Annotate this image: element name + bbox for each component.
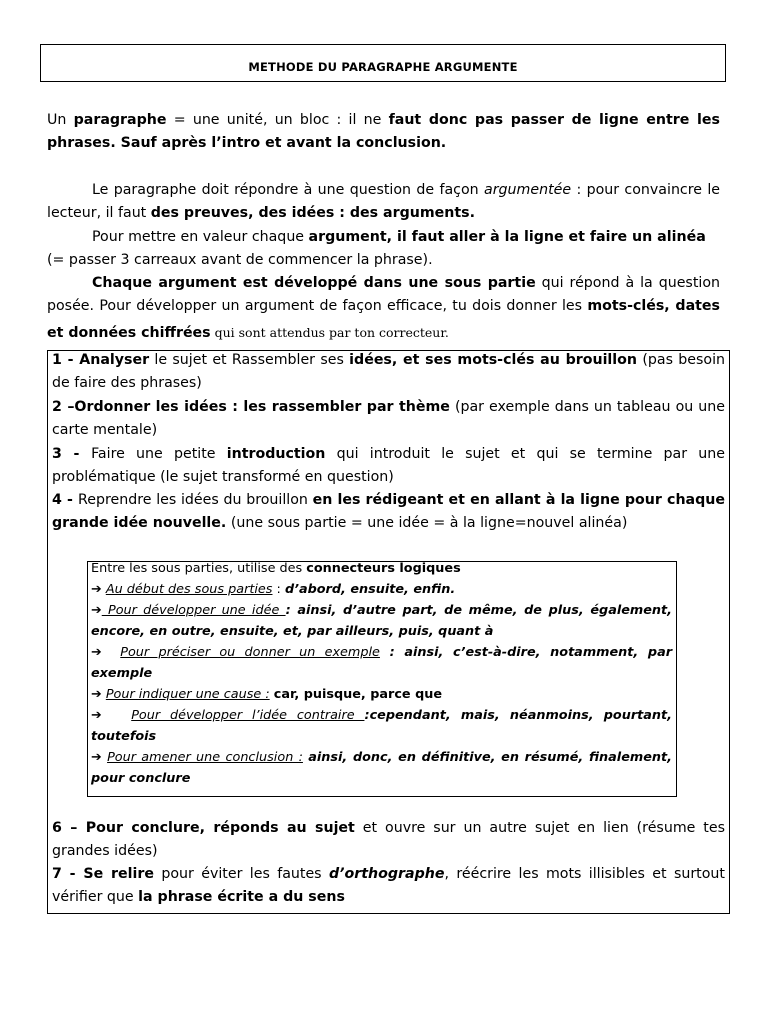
- connector-label: Pour développer une idée: [101, 603, 286, 618]
- text: Reprendre les idées du brouillon: [78, 492, 313, 508]
- text: Pour mettre en valeur chaque: [92, 229, 309, 245]
- text: vérifier que: [52, 889, 139, 905]
- text-bold: et données chiffrées: [47, 325, 211, 341]
- text-bold: argument, il faut aller à la ligne et faire un alinéa: [308, 229, 706, 245]
- intro-line-2: [47, 132, 720, 155]
- connector-contrary-line-2: [91, 726, 672, 747]
- text: Entre les sous parties, utilise des: [91, 561, 307, 576]
- text: :: [285, 603, 298, 618]
- text: :: [272, 582, 285, 597]
- step-4-line-1: [52, 489, 725, 512]
- connector-words: pour conclure: [91, 771, 191, 786]
- step-6-line-2: [52, 840, 725, 863]
- connector-label: Pour préciser ou donner un exemple: [120, 645, 380, 660]
- connector-conclusion-line-1: [91, 747, 672, 768]
- text-bold: paragraphe: [73, 112, 167, 128]
- text: et ouvre sur un autre sujet en lien (résume tes: [354, 820, 725, 836]
- text: :: [379, 645, 405, 660]
- connector-cause: [91, 684, 672, 705]
- step-3-line-1: [52, 443, 725, 466]
- text: : pour convaincre le: [571, 182, 721, 198]
- p1-line-1: [47, 179, 720, 202]
- p3-line-1: [47, 272, 720, 295]
- connector-words: car, puisque, parce que: [273, 687, 443, 702]
- text-bold: la phrase écrite a du sens: [138, 889, 345, 905]
- connector-words: d’abord, ensuite, enfin.: [284, 582, 456, 597]
- text: = une unité, un bloc : il ne: [166, 112, 389, 128]
- text-bold: 4 -: [52, 492, 79, 508]
- text-bold: 7 - Se relire: [52, 866, 154, 882]
- text: qui introduit le sujet et qui se termine par une: [325, 446, 726, 462]
- text-bold: 6 – Pour conclure, réponds au sujet: [52, 820, 355, 836]
- connector-develop-line-1: [91, 600, 672, 621]
- connector-label: Pour développer l’idée contraire: [131, 708, 365, 723]
- text-bold: grande idée nouvelle.: [52, 515, 227, 531]
- connector-words: toutefois: [91, 729, 157, 744]
- arrow-icon: ➔: [91, 687, 102, 702]
- connector-words: ainsi, c’est-à-dire, notamment, par: [404, 645, 673, 660]
- text: grandes idées): [52, 843, 158, 859]
- p2-line-2: [47, 249, 720, 272]
- connectors-heading: [91, 558, 672, 579]
- step-7-line-1: [52, 863, 725, 886]
- connector-conclusion-line-2: [91, 768, 672, 789]
- text-italic: argumentée: [484, 182, 572, 198]
- text-bold: faut donc pas passer de ligne entre les: [388, 112, 720, 128]
- text: Un: [47, 112, 74, 128]
- p3-line-2: [47, 295, 720, 318]
- p3-line-3: [47, 321, 720, 345]
- step-1-line-1: [52, 349, 725, 372]
- text: Faire une petite: [91, 446, 227, 462]
- arrow-icon: ➔: [91, 582, 102, 597]
- arrow-icon: ➔: [91, 645, 102, 660]
- arrow-icon: ➔: [91, 750, 102, 765]
- step-6-line-1: [52, 817, 725, 840]
- connector-label: Pour indiquer une cause :: [105, 687, 270, 702]
- text-bold: 1 - Analyser: [52, 352, 150, 368]
- text: (par exemple dans un tableau ou une: [449, 399, 725, 415]
- connector-words: ainsi, donc, en définitive, en résumé, finalement,: [308, 750, 672, 765]
- text: qui répond à la question: [535, 275, 720, 291]
- connectors-box: [87, 561, 677, 797]
- connector-example-line-2: [91, 663, 672, 684]
- connector-contrary-line-1: [91, 705, 672, 726]
- text-bold: introduction: [226, 446, 326, 462]
- text: :: [364, 708, 370, 723]
- text-bold: 2 –Ordonner les idées : les rassembler par thème: [52, 399, 450, 415]
- text: , réécrire les mots illisibles et surtout: [444, 866, 725, 882]
- text: problématique (le sujet transformé en question): [52, 469, 394, 485]
- text: lecteur, il faut: [47, 205, 151, 221]
- connector-words: cependant, mais, néanmoins, pourtant,: [369, 708, 672, 723]
- step-2-line-2: [52, 419, 725, 442]
- connector-develop-line-2: [91, 621, 672, 642]
- step-7-line-2: [52, 886, 725, 909]
- connector-words: encore, en outre, ensuite, et, par ailleurs, puis, quant à: [91, 624, 494, 639]
- text-bold: des preuves, des idées : des arguments.: [150, 205, 475, 221]
- text-bold: Chaque argument est développé dans une sous partie: [92, 275, 536, 291]
- p1-line-2: [47, 202, 720, 225]
- text: pour éviter les fautes: [153, 866, 329, 882]
- page-title: METHODE DU PARAGRAPHE ARGUMENTE: [248, 60, 518, 74]
- text-bold: en les rédigeant et en allant à la ligne pour chaque: [312, 492, 725, 508]
- step-4-line-2: [52, 512, 725, 535]
- intro-line-1: [47, 109, 720, 132]
- text-bold: mots-clés, dates: [587, 298, 720, 314]
- p2-line-1: [47, 226, 720, 249]
- connector-words: exemple: [91, 666, 153, 681]
- text: (pas besoin: [637, 352, 726, 368]
- connector-beginning: [91, 579, 672, 600]
- text: (= passer 3 carreaux avant de commencer la phrase).: [47, 252, 433, 268]
- connector-label: Au début des sous parties: [105, 582, 273, 597]
- step-3-line-2: [52, 466, 725, 489]
- connector-label: Pour amener une conclusion :: [107, 750, 303, 765]
- text: le sujet et Rassembler ses: [149, 352, 350, 368]
- text-bold: connecteurs logiques: [306, 561, 461, 576]
- text-bold: phrases. Sauf après l’intro et avant la conclusion.: [47, 135, 447, 151]
- step-1-line-2: [52, 372, 725, 395]
- connector-example-line-1: [91, 642, 672, 663]
- text: Le paragraphe doit répondre à une question de façon: [92, 182, 484, 198]
- arrow-icon: ➔: [91, 603, 102, 618]
- title-box: [40, 44, 726, 82]
- text: carte mentale): [52, 422, 158, 438]
- step-2-line-1: [52, 396, 725, 419]
- arrow-icon: ➔: [91, 708, 102, 723]
- text-bold-italic: d’orthographe: [328, 866, 445, 882]
- text: posée. Pour développer un argument de façon efficace, tu dois donner les: [47, 298, 588, 314]
- text-bold: 3 -: [52, 446, 92, 462]
- connector-words: ainsi, d’autre part, de même, de plus, également,: [297, 603, 673, 618]
- text-serif: qui sont attendus par ton correcteur.: [210, 325, 449, 340]
- text: (une sous partie = une idée = à la ligne=nouvel alinéa): [226, 515, 628, 531]
- text: de faire des phrases): [52, 375, 202, 391]
- text-bold: idées, et ses mots-clés au brouillon: [349, 352, 638, 368]
